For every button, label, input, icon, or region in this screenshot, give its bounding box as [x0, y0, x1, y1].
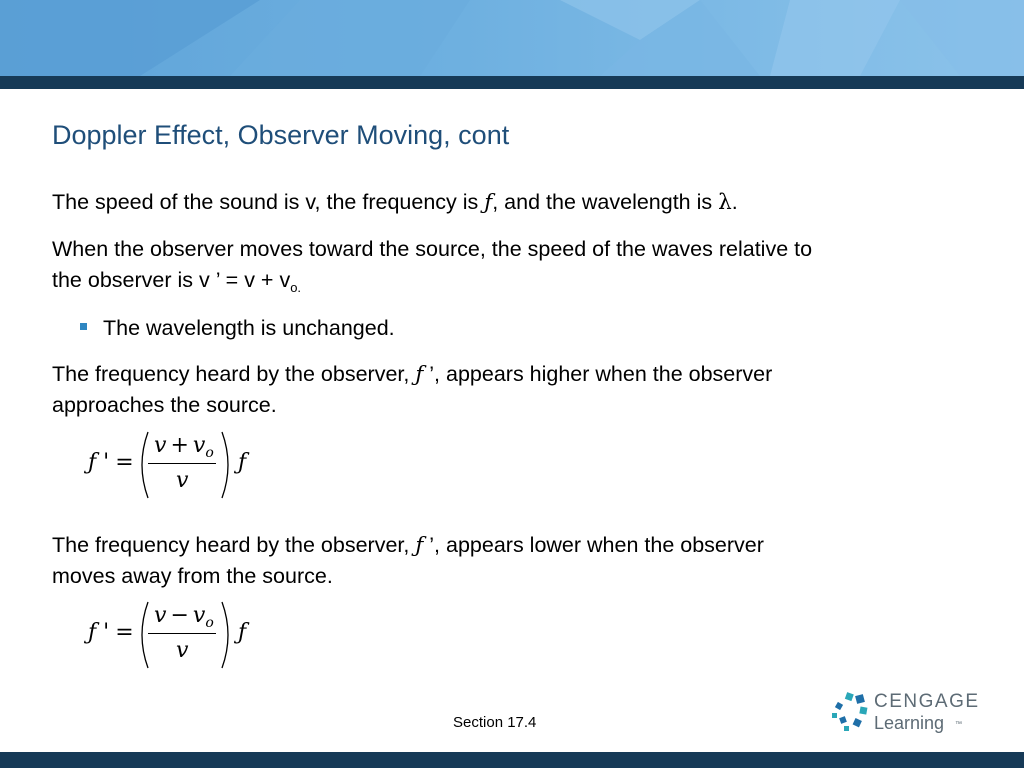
- slide-title: Doppler Effect, Observer Moving, cont: [52, 120, 510, 150]
- formula-lhs: ƒ ' =: [88, 450, 134, 475]
- formula-numerator: $v - v_o$: [154, 603, 214, 631]
- p1-text-c: .: [731, 190, 738, 214]
- formula-receding: [88, 600, 258, 670]
- fraction-bar: [148, 633, 216, 634]
- p1-text-b: , and the wavelength is: [492, 190, 719, 214]
- right-paren: [220, 430, 234, 500]
- p1-lambda-symbol: λ: [718, 190, 732, 215]
- header-divider: [0, 76, 1024, 89]
- header-banner: [0, 0, 1024, 76]
- bullet-wavelength-unchanged: The wavelength is unchanged.: [103, 316, 395, 340]
- p3-text-b: ’, appears higher when the observer: [423, 362, 773, 386]
- p1-text-a: The speed of the sound is v, the frequency is: [52, 190, 485, 214]
- p4-frequency-symbol: ƒ: [415, 533, 424, 558]
- p3-text-a: The frequency heard by the observer,: [52, 362, 416, 386]
- formula-approaching: [88, 430, 258, 500]
- p4-text-a: The frequency heard by the observer,: [52, 533, 416, 557]
- p4-text-b: ’, appears lower when the observer: [423, 533, 764, 557]
- paragraph-speed-frequency: [52, 187, 982, 218]
- section-label: Section 17.4: [453, 714, 537, 731]
- formula-denominator: v: [176, 638, 189, 663]
- fraction-bar: [148, 463, 216, 464]
- banner-decoration: [0, 0, 1024, 76]
- right-paren: [220, 600, 234, 670]
- p3-line2: approaches the source.: [52, 393, 277, 417]
- paragraph-observer-speed: [52, 234, 982, 303]
- p2-subscript: o.: [290, 280, 302, 295]
- cengage-mark-icon: [832, 691, 872, 735]
- footer-bar: [0, 752, 1024, 768]
- p3-frequency-symbol: ƒ: [415, 362, 424, 387]
- cengage-learning-logo: CENGAGE Learning ™: [832, 689, 982, 739]
- left-paren: [136, 430, 150, 500]
- formula-lhs: ƒ ' =: [88, 620, 134, 645]
- p2-line1: When the observer moves toward the source, the speed of the waves relative to: [52, 237, 813, 261]
- formula-denominator: v: [176, 468, 189, 493]
- formula-numerator: $v + v_o$: [154, 433, 214, 461]
- paragraph-frequency-higher: [52, 359, 982, 421]
- formula-rhs: ƒ: [238, 620, 247, 645]
- bullet-marker: [80, 323, 87, 330]
- p2-line2: the observer is v ’ = v + v: [52, 268, 291, 292]
- p4-line2: moves away from the source.: [52, 564, 333, 588]
- p1-frequency-symbol: ƒ: [484, 190, 493, 215]
- paragraph-frequency-lower: [52, 530, 982, 592]
- formula-rhs: ƒ: [238, 450, 247, 475]
- left-paren: [136, 600, 150, 670]
